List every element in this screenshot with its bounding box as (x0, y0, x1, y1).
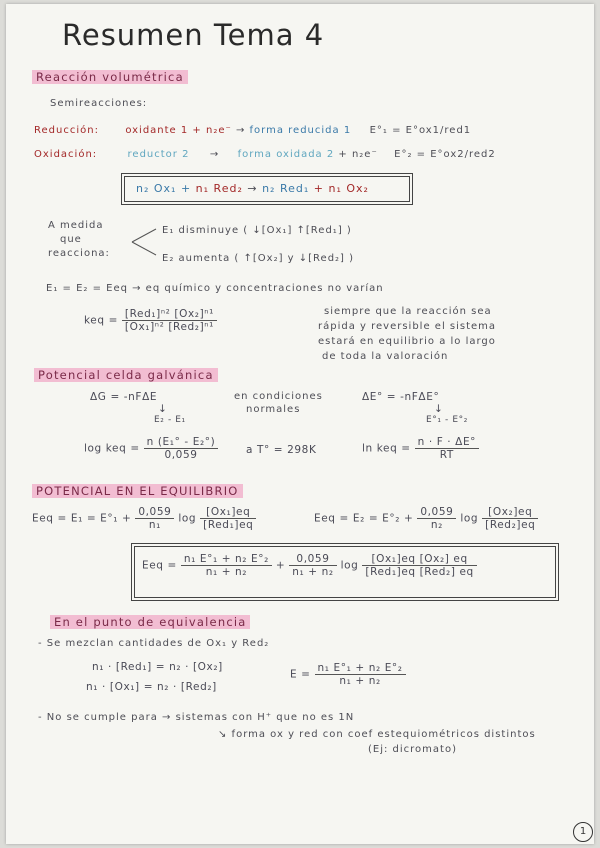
section-heading-text: POTENCIAL EN EL EQUILIBRIO (32, 484, 243, 498)
lnkeq-label: ln keq = (362, 442, 411, 455)
dg-eq: ΔG = -nFΔE (90, 391, 158, 403)
eqv-label: E = (290, 668, 311, 681)
plus-sign: + (275, 559, 286, 572)
overall-part: + n₁ Ox₂ (313, 182, 369, 195)
frac-numerator: [Ox₁]eq (200, 506, 256, 519)
section-heading-text: En el punto de equivalencia (50, 615, 250, 629)
medida-line2: que (60, 234, 82, 245)
reduccion-row (34, 125, 471, 136)
eeq2-label: Eeq = E₂ = E°₂ + (314, 512, 414, 525)
section-heading-text: Reacción volumétrica (32, 70, 188, 84)
overall-part: n₁ Red₂ (195, 182, 243, 195)
log-label: log (178, 512, 197, 525)
eeq1-fraction (135, 506, 174, 531)
reduccion-potential: E°₁ = E°ox1/red1 (369, 125, 472, 136)
notebook-page (6, 4, 594, 844)
oxidacion-label: Oxidación: (34, 149, 98, 160)
logkeq-label: log keq = (84, 442, 140, 455)
dg-sub: E₂ - E₁ (154, 415, 186, 425)
semireacciones-label: Semireacciones: (50, 98, 148, 109)
eeq-summary-log-fraction (362, 553, 476, 578)
eeq2-fraction (417, 506, 456, 531)
log-label: log (460, 512, 479, 525)
frac-denominator: n₂ (430, 519, 443, 531)
frac-denominator: [Red₁]eq [Red₂] eq (365, 566, 474, 578)
section-heading-potencial-celda (34, 368, 218, 382)
condiciones-line1: en condiciones (234, 391, 323, 402)
frac-denominator: n₁ + n₂ (339, 675, 381, 687)
section-heading-text: Potencial celda galvánica (34, 368, 218, 382)
eeq1-log-fraction (200, 506, 256, 531)
section-heading-reaccion (32, 70, 188, 84)
arrow-icon: → (209, 149, 220, 160)
eeq1-formula (32, 506, 256, 531)
section-heading-equivalencia (50, 615, 250, 629)
frac-numerator: 0,059 (417, 506, 456, 519)
page-title: Resumen Tema 4 (62, 18, 325, 52)
lnkeq-numerator: n · F · ΔE° (415, 436, 479, 449)
eeq-summary-formula (142, 553, 477, 578)
overall-part: n₂ Red₁ (262, 182, 310, 195)
logkeq-fraction (144, 436, 219, 461)
eeq2-formula (314, 506, 538, 531)
keq-denominator: [Ox₁]ⁿ² [Red₂]ⁿ¹ (124, 321, 214, 333)
oxidacion-electrons: + n₂e⁻ (338, 149, 378, 160)
no-cumple-line1: - No se cumple para → sistemas con H⁺ que no es 1N (38, 712, 355, 723)
eqv-fraction (315, 662, 406, 687)
relation-1: n₁ · [Red₁] = n₂ · [Ox₂] (92, 661, 223, 673)
frac-denominator: [Red₂]eq (485, 519, 536, 531)
lnkeq-fraction (415, 436, 479, 461)
siempre-line3: estará en equilibrio a lo largo (318, 336, 496, 347)
frac-numerator: [Ox₁]eq [Ox₂] eq (362, 553, 476, 566)
logkeq-formula (84, 436, 218, 461)
branch-arrows-icon (130, 224, 160, 260)
reduccion-product: forma reducida 1 (249, 125, 352, 136)
siempre-line4: de toda la valoración (322, 351, 449, 362)
arrow-down-icon: ↓ (158, 403, 168, 415)
e2-aumenta: E₂ aumenta ( ↑[Ox₂] y ↓[Red₂] ) (162, 253, 355, 264)
siempre-line2: rápida y reversible el sistema (318, 321, 497, 332)
frac-numerator: 0,059 (289, 553, 336, 566)
keq-fraction (122, 308, 217, 333)
frac-denominator: [Red₁]eq (203, 519, 254, 531)
arrow-icon: → (235, 125, 246, 136)
frac-numerator: 0,059 (135, 506, 174, 519)
frac-numerator: [Ox₂]eq (482, 506, 538, 519)
no-cumple-line3: (Ej: dicromato) (368, 744, 457, 755)
reduccion-reactant: oxidante 1 + n₂e⁻ (125, 125, 232, 136)
keq-label: keq = (84, 314, 118, 327)
oxidacion-reactant: reductor 2 (127, 149, 190, 160)
medida-line1: A medida (48, 220, 104, 231)
frac-numerator: n₁ E°₁ + n₂ E°₂ (315, 662, 406, 675)
oxidacion-product: forma oxidada 2 (237, 149, 335, 160)
eeq2-log-fraction (482, 506, 538, 531)
frac-denominator: n₁ + n₂ (205, 566, 248, 578)
dg0-sub: E°₁ - E°₂ (426, 415, 468, 425)
equivalence-potential (290, 662, 406, 687)
overall-part: n₂ Ox₁ + (136, 182, 192, 195)
reduccion-label: Reducción: (34, 125, 99, 136)
dg0-eq: ΔE° = -nFΔE° (362, 391, 440, 403)
keq-formula (84, 308, 217, 333)
siempre-line1: siempre que la reacción sea (324, 306, 492, 317)
lnkeq-formula (362, 436, 479, 461)
frac-denominator: n₁ + n₂ (292, 566, 334, 578)
relation-2: n₁ · [Ox₁] = n₂ · [Red₂] (86, 681, 217, 693)
log-label: log (340, 559, 359, 572)
eeq-summary-fraction (181, 553, 272, 578)
section-heading-equilibrio (32, 484, 243, 498)
temperature-note: a T° = 298K (246, 444, 317, 456)
lnkeq-denominator: RT (439, 449, 454, 461)
keq-numerator: [Red₁]ⁿ² [Ox₂]ⁿ¹ (122, 308, 217, 321)
medida-line3: reacciona: (48, 248, 110, 259)
oxidacion-potential: E°₂ = E°ox2/red2 (394, 149, 496, 160)
arrow-icon: → (247, 182, 258, 195)
overall-reaction (136, 182, 369, 195)
frac-numerator: n₁ E°₁ + n₂ E°₂ (181, 553, 272, 566)
no-cumple-line2: ↘ forma ox y red con coef estequiométricos distintos (218, 729, 536, 740)
eeq-summary-label: Eeq = (142, 559, 177, 572)
condiciones-line2: normales (246, 404, 301, 415)
equilibrio-line: E₁ = E₂ = Eeq → eq químico y concentraciones no varían (46, 283, 384, 294)
logkeq-denominator: 0,059 (164, 449, 198, 461)
logkeq-numerator: n (E₁° - E₂°) (144, 436, 219, 449)
page-number: 1 (573, 822, 593, 842)
e1-disminuye: E₁ disminuye ( ↓[Ox₁] ↑[Red₁] ) (162, 225, 352, 236)
oxidacion-row (34, 149, 496, 160)
eeq-summary-fraction2 (289, 553, 336, 578)
eeq1-label: Eeq = E₁ = E°₁ + (32, 512, 132, 525)
arrow-down-icon: ↓ (434, 403, 444, 415)
mezclan-line: - Se mezclan cantidades de Ox₁ y Red₂ (38, 638, 270, 649)
frac-denominator: n₁ (148, 519, 161, 531)
